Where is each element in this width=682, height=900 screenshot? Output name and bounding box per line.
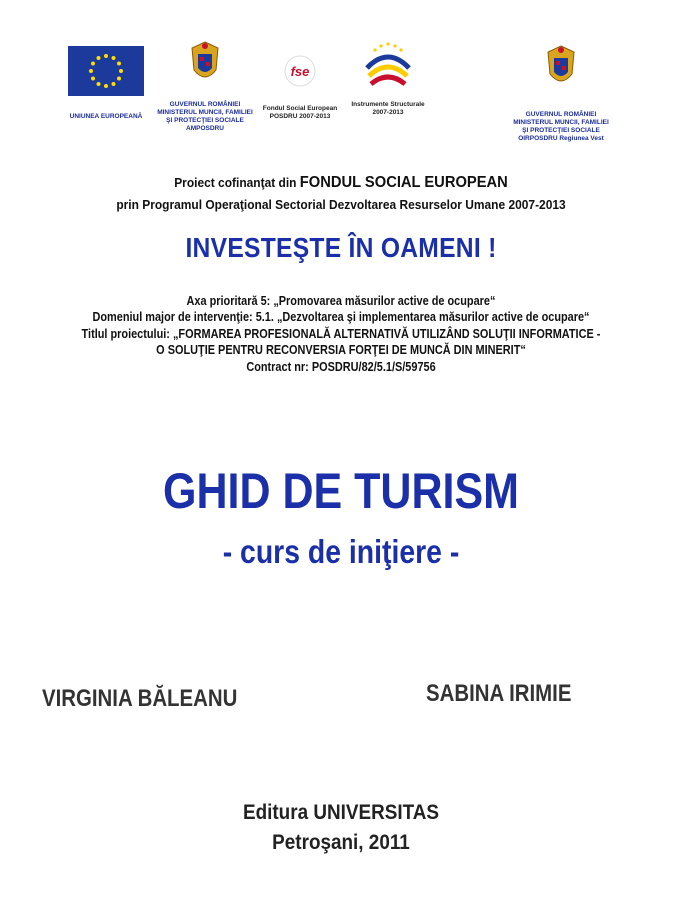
priority-axis: Axa prioritară 5: „Promovarea măsurilor active de ocupare“ [186,293,496,308]
fse-caption-2: POSDRU 2007-2013 [269,113,331,120]
book-subtitle: - curs de iniţiere - [222,533,460,570]
gov-left-caption-4: AMPOSDRU [186,125,224,132]
contract-number: Contract nr: POSDRU/82/5.1/S/59756 [246,359,436,374]
publisher-name: Editura UNIVERSITAS [242,801,440,824]
eu-star [117,62,121,66]
fund-name: FONDUL SOCIAL EUROPEAN [299,174,508,191]
gov-left-caption-1: GUVERNUL ROMÂNIEI [169,101,241,108]
structural-instruments-icon [361,40,415,90]
eu-star [91,62,95,66]
eu-flag-icon [68,46,144,96]
intervention-domain: Domeniul major de intervenţie: 5.1. „Dezvoltarea şi implementarea măsurilor active de ocupare“ [92,309,590,324]
gov-right-caption-1: GUVERNUL ROMÂNIEI [525,111,597,118]
book-title: GHID DE TURISM [163,463,519,519]
eu-logo [66,46,146,121]
eu-star [97,82,101,86]
eu-star [112,56,116,60]
gov-right-caption-3: ŞI PROTECŢIEI SOCIALE [522,127,600,134]
fse-caption-1: Fondul Social European [262,105,338,112]
project-cofinancing [27,175,654,191]
fse-mark-text: fse [290,64,310,79]
author-2: SABINA IRIMIE [426,680,572,707]
eu-star [97,56,101,60]
gov-logo-right [496,44,626,143]
slogan: INVESTEŞTE ÎN OAMENI ! [185,232,497,263]
is-logo [340,40,436,117]
publisher-place-year: Petroşani, 2011 [272,831,410,854]
gov-logo-left [152,40,258,133]
program-line: prin Programul Operaţional Sectorial Dezvoltarea Resurselor Umane 2007-2013 [116,197,566,212]
cofinancing-prefix: Proiect cofinanţat din [174,175,300,190]
gov-right-caption-4: OIRPOSDRU Regiunea Vest [518,135,604,142]
eu-star [112,82,116,86]
gov-left-caption-3: ŞI PROTECŢIEI SOCIALE [166,117,244,124]
fse-mark-icon [280,54,320,88]
gov-right-caption-2: MINISTERUL MUNCII, FAMILIEI [513,119,609,126]
eu-star [104,54,108,58]
project-title-line-1: Titlul proiectului: „FORMAREA PROFESIONALĂ ALTERNATIVĂ UTILIZÂND SOLUŢII INFORMATICE - [81,326,601,341]
is-caption-2: 2007-2013 [372,109,404,116]
eu-star [91,77,95,81]
project-title-line-2: O SOLUŢIE PENTRU RECONVERSIA FORŢEI DE MUNCĂ DIN MINERIT“ [156,342,526,357]
is-caption-1: Instrumente Structurale [351,101,425,108]
eu-caption: UNIUNEA EUROPEANĂ [69,113,143,120]
coat-of-arms-icon [188,40,222,88]
logo-row [60,40,630,160]
eu-star [89,69,93,73]
fse-logo [256,54,344,121]
coat-of-arms-icon [544,44,578,92]
eu-star [104,84,108,88]
eu-star [117,77,121,81]
eu-star [119,69,123,73]
gov-left-caption-2: MINISTERUL MUNCII, FAMILIEI [157,109,253,116]
author-1: VIRGINIA BĂLEANU [42,685,238,712]
